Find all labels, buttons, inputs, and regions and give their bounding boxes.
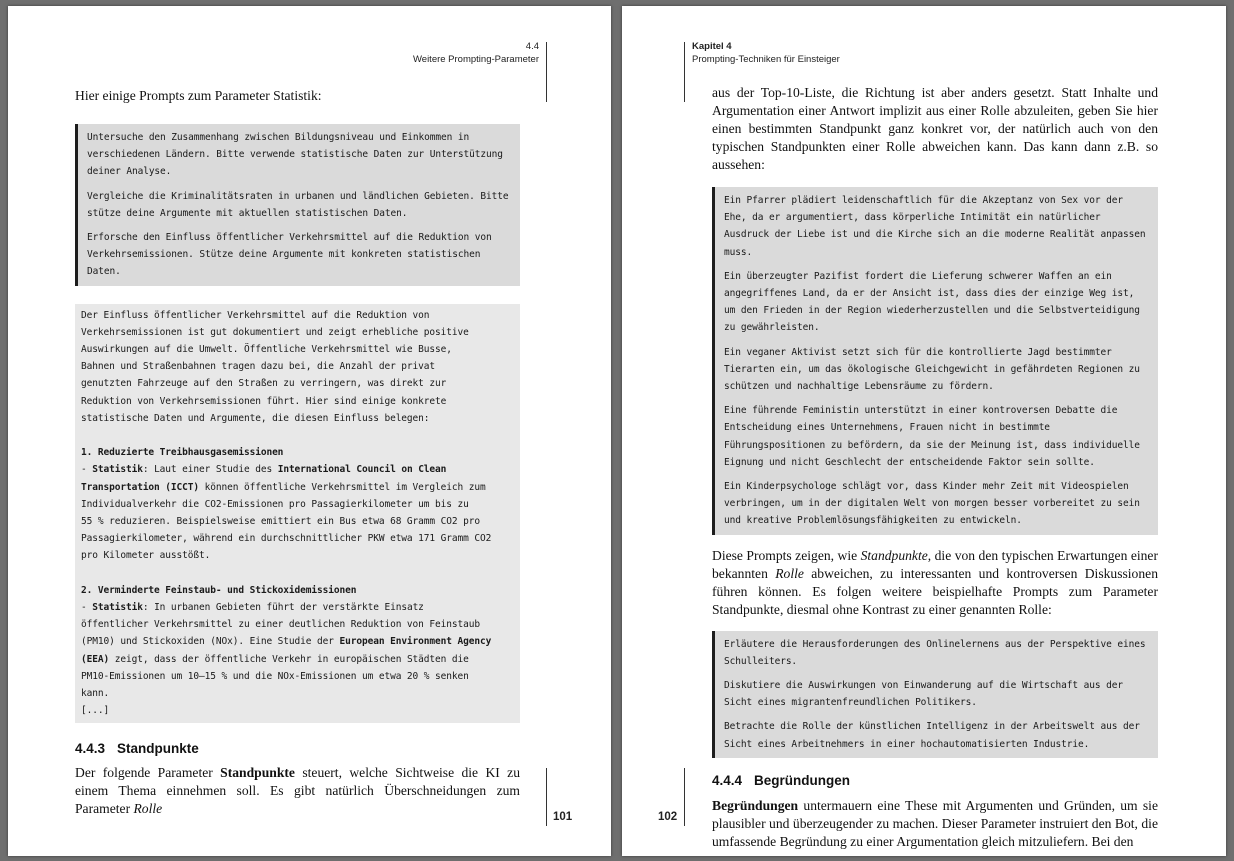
prompt-item: Betrachte die Rolle der künstlichen Intelligenz in der Arbeitswelt aus der Sicht eines Arbeitnehmers in einer hochautomatisierten Industrie. (724, 721, 1140, 750)
prompt-item: Vergleiche die Kriminalitätsraten in urbanen und ländlichen Gebieten. Bitte stütze deine Argumente mit aktuellen statistischen Daten. (87, 190, 509, 219)
answer-item-title: 1. Reduzierte Treibhausgasemissionen (81, 447, 284, 459)
header-title: Weitere Prompting-Parameter (412, 54, 539, 65)
prompt-item: Erläutere die Herausforderungen des Onlinelernens aus der Perspektive eines Schulleiters. (724, 638, 1146, 667)
section-heading: 4.4.3 Standpunkte (75, 740, 199, 756)
prompt-item: Ein veganer Aktivist setzt sich für die kontrollierte Jagd bestimmter Tierarten ein, um das ökologische Gleichgewicht in gefährdeten Regionen zu schützen und nachhaltige Lebensräume zu fördern. (724, 346, 1140, 393)
answer-box: Der Einfluss öffentlicher Verkehrsmittel auf die Reduktion von Verkehrsemissionen ist gut dokumentiert und zeigt erhebliche positive Auswirkungen auf die Umwelt. Öffentliche Verkehrsmittel wie Busse, Bahnen und Straßenbahnen tragen dazu bei, die Anzahl der privat genutzten Fahrzeuge auf den Straßen zu verringern, was direkt zur Reduktion von Verkehrsemissionen führt. Hier sind einige konkrete statistische Daten und Argumente, die diesen Einfluss belegen: 1. Reduzierte Treibhausgasemissionen - Statistik: Laut einer Studie des International Council on Clean Transportation (ICCT) können öffentliche Verkehrsmittel im Vergleich zum Individualverkehr die CO2-Emissionen pro Passagierkilometer um bis zu 55 % reduzieren. Beispielsweise emittiert ein Bus etwa 68 Gramm CO2 pro Passagierkilometer, während ein durchschnittlicher PKW etwa 171 Gramm CO2 pro Kilometer ausstößt. 2. Verminderte Feinstaub- und Stickoxidemissionen - Statistik: In urbanen Gebieten führt der verstärkte Einsatz öffentlicher Verkehrsmittel zu einer deutlichen Reduktion von Feinstaub (PM10) und Stickoxiden (NOx). Eine Studie der European Environment Agency (EEA) zeigt, dass der öffentliche Verkehr in europäischen Städten die PM10-Emissionen um 10–15 % und die NOx-Emissionen um etwa 20 % senken kann. [...] (75, 304, 520, 723)
prompt-box (712, 631, 1158, 758)
prompt-item: Ein Pfarrer plädiert leidenschaftlich für die Akzeptanz von Sex vor der Ehe, da er argumentiert, dass körperliche Intimität ein natürlicher Ausdruck der Liebe ist und die Kirche sich an die moderne Realität anpassen muss. (724, 195, 1146, 258)
page-right (622, 6, 1226, 856)
answer-item-title: 2. Verminderte Feinstaub- und Stickoxidemissionen (81, 584, 357, 596)
prompt-item: Untersuche den Zusammenhang zwischen Bildungsniveau und Einkommen in verschiedenen Ländern. Bitte verwende statistische Daten zur Unterstützung deiner Analyse. (87, 132, 503, 178)
footer-rule (546, 768, 547, 826)
prompt-item: Eine führende Feministin unterstützt in einer kontroversen Debatte die Entscheidung eines Unternehmens, Frauen nicht in bestimmte Führungspositionen zu befördern, da sie der Meinung ist, dass individuelle Eignung und nicht Geschlecht der entscheidende Faktor sein sollte. (724, 405, 1140, 468)
running-header (413, 40, 539, 66)
intro-paragraph: Hier einige Prompts zum Parameter Statistik: (75, 88, 322, 103)
prompt-box (75, 124, 520, 286)
header-section: 4.4 (525, 41, 539, 52)
footer-rule (684, 768, 685, 826)
continuation-paragraph: aus der Top-10-Liste, die Richtung ist aber anders gesetzt. Statt Inhalte und Argumentation einer Antwort implizit aus einer Rolle abzuleiten, geben Sie hier einen bestimmten Standpunkt ganz konkret vor, der natürlich auch von den typischen Standpunkten einer Rolle abweichen kann. Das kann dann z.B. so aussehen: (712, 85, 1158, 172)
header-rule (546, 42, 547, 102)
running-header (692, 40, 840, 66)
page-left (8, 6, 611, 856)
section-paragraph: Begründungen untermauern eine These mit Argumenten und Gründen, um sie plausibler und überzeugender zu machen. Dieser Parameter instruiert den Bot, die umfassende Begründung zu einer Argumentation gleich mitzuliefern. Bei den (712, 797, 1158, 849)
explanation-paragraph: Diese Prompts zeigen, wie Standpunkte, die von den typischen Erwartungen einer bekannten Rolle abweichen, zu interessanten und kontroversen Diskussionen führen können. Es folgen weitere beispielhafte Prompts zum Parameter Standpunkte, diesmal ohne Kontrast zu einer genannten Rolle: (712, 547, 1158, 617)
prompt-item: Ein Kinderpsychologe schlägt vor, dass Kinder mehr Zeit mit Videospielen verbringen, um in der digitalen Welt von morgen besser vorbereitet zu sein und kreative Problemlösungsfähigkeiten zu entwickeln. (724, 481, 1140, 527)
prompt-item: Erforsche den Einfluss öffentlicher Verkehrsmittel auf die Reduktion von Verkehrsemissionen. Stütze deine Argumente mit konkreten statistischen Daten. (87, 232, 492, 278)
header-chapter: Kapitel 4 (692, 41, 732, 52)
header-title: Prompting-Techniken für Einsteiger (692, 54, 840, 65)
page-number: 101 (553, 811, 573, 823)
section-heading: 4.4.4 Begründungen (712, 772, 850, 788)
prompt-box (712, 187, 1158, 535)
page-content (75, 84, 520, 818)
header-rule (684, 42, 685, 102)
prompt-item: Diskutiere die Auswirkungen von Einwanderung auf die Wirtschaft aus der Sicht eines migrantenfreundlichen Politikers. (724, 680, 1123, 709)
section-paragraph: Der folgende Parameter Standpunkte steuert, welche Sichtweise die KI zu einem Thema einnehmen soll. Es gibt natürlich Überschneidungen zum Parameter Rolle (75, 764, 520, 816)
page-content (712, 84, 1158, 851)
prompt-item: Ein überzeugter Pazifist fordert die Lieferung schwerer Waffen an ein angegriffenes Land, da er der Ansicht ist, dass dies der einzige Weg ist, um den Frieden in der Region wiederherzustellen und die Selbstverteidigung zu gewährleisten. (724, 270, 1140, 334)
page-number: 102 (658, 811, 678, 823)
